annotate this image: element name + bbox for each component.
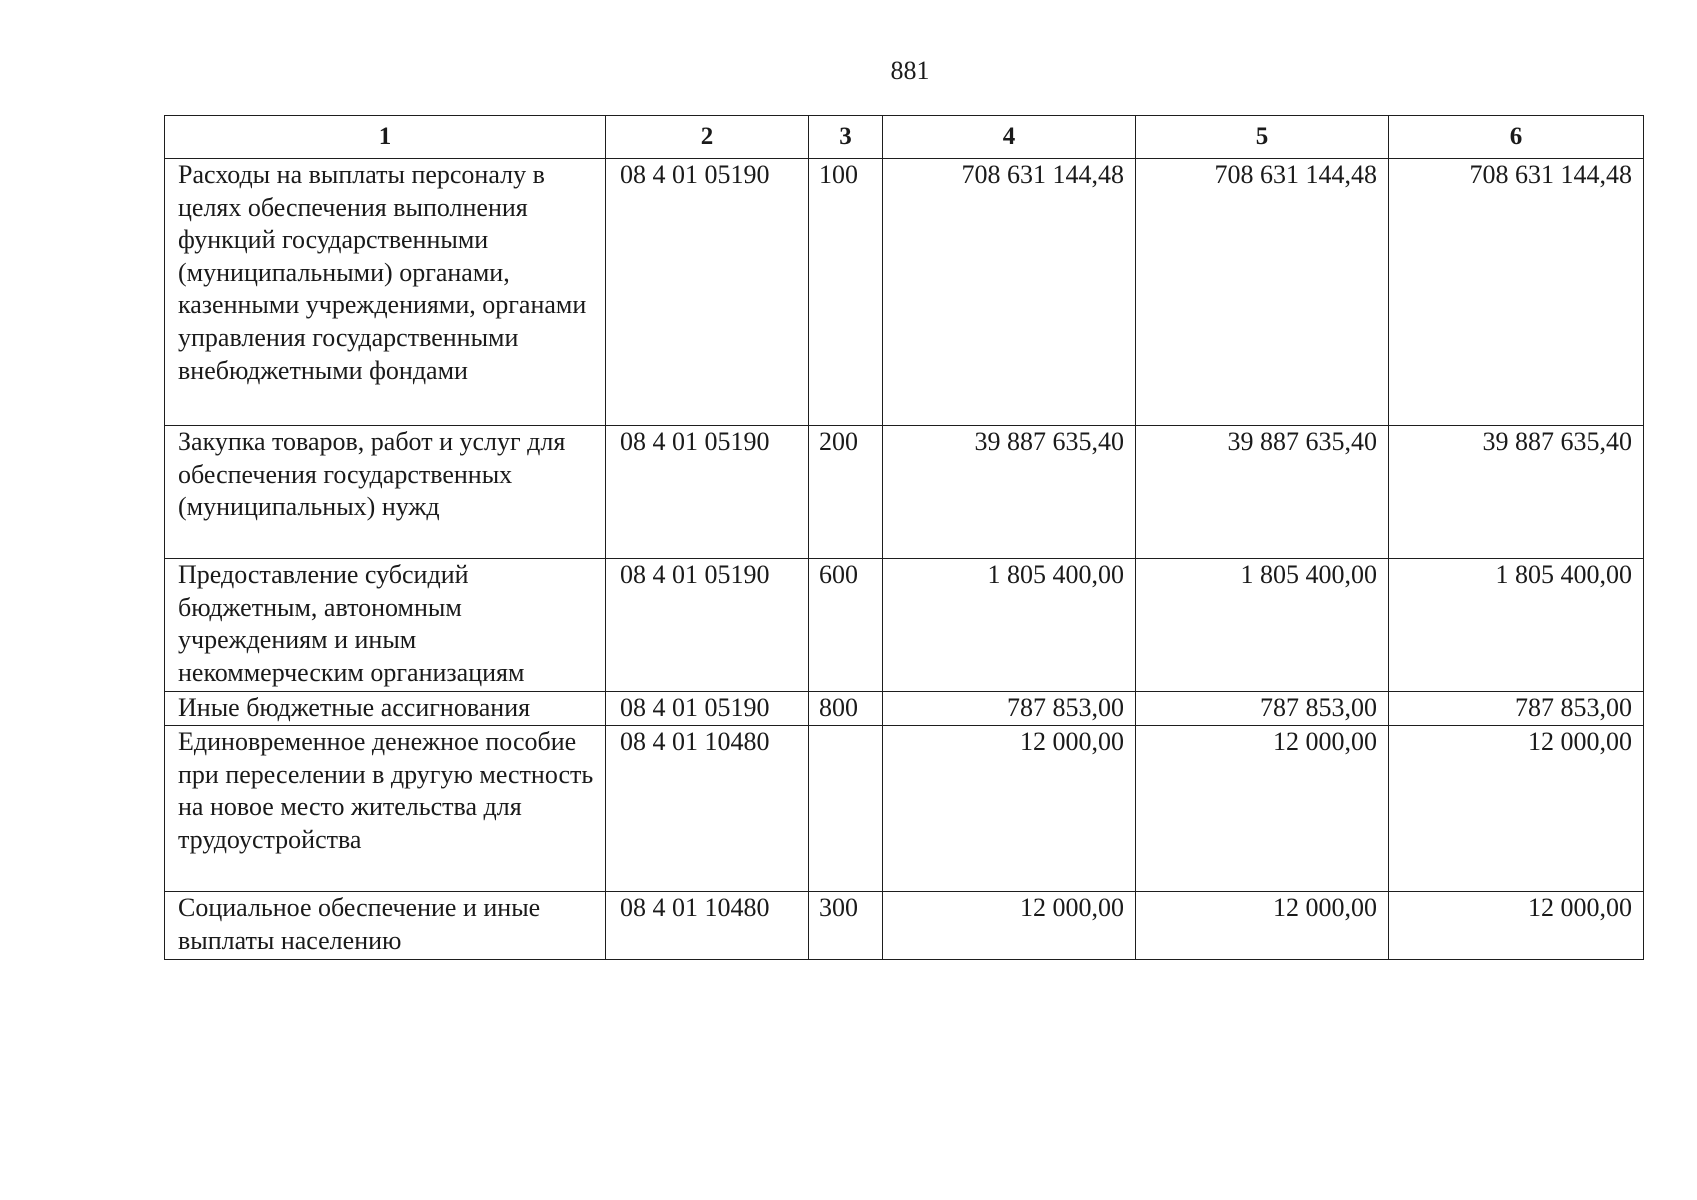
row-kind: 200 xyxy=(809,426,883,559)
column-header-5: 5 xyxy=(1136,116,1389,159)
row-sum-6: 787 853,00 xyxy=(1389,692,1644,726)
column-header-6: 6 xyxy=(1389,116,1644,159)
row-code: 08 4 01 05190 xyxy=(606,559,809,692)
row-code: 08 4 01 05190 xyxy=(606,692,809,726)
row-name: Расходы на выплаты персоналу в целях обеспечения выполнения функций государственными (муниципальными) органами, казенными учреждениями, органами управления государственными внебюджетными фондами xyxy=(165,159,606,426)
row-kind: 800 xyxy=(809,692,883,726)
row-sum-6: 12 000,00 xyxy=(1389,726,1644,892)
table-row xyxy=(165,159,1644,426)
row-name: Единовременное денежное пособие при переселении в другую местность на новое место жительства для трудоустройства xyxy=(165,726,606,892)
column-header-3: 3 xyxy=(809,116,883,159)
row-name: Предоставление субсидий бюджетным, автономным учреждениям и иным некоммерческим организациям xyxy=(165,559,606,692)
row-sum-4: 12 000,00 xyxy=(883,726,1136,892)
row-name: Иные бюджетные ассигнования xyxy=(165,692,606,726)
row-code: 08 4 01 10480 xyxy=(606,726,809,892)
row-sum-4: 39 887 635,40 xyxy=(883,426,1136,559)
row-sum-5: 1 805 400,00 xyxy=(1136,559,1389,692)
row-name: Социальное обеспечение и иные выплаты населению xyxy=(165,892,606,960)
budget-table xyxy=(164,115,1644,960)
row-code: 08 4 01 05190 xyxy=(606,426,809,559)
page-number: 881 xyxy=(890,56,930,85)
row-sum-5: 708 631 144,48 xyxy=(1136,159,1389,426)
column-header-2: 2 xyxy=(606,116,809,159)
row-code: 08 4 01 10480 xyxy=(606,892,809,960)
row-sum-6: 39 887 635,40 xyxy=(1389,426,1644,559)
table-row xyxy=(165,892,1644,960)
row-name: Закупка товаров, работ и услуг для обеспечения государственных (муниципальных) нужд xyxy=(165,426,606,559)
row-sum-6: 708 631 144,48 xyxy=(1389,159,1644,426)
row-sum-4: 787 853,00 xyxy=(883,692,1136,726)
table-row xyxy=(165,426,1644,559)
row-sum-5: 787 853,00 xyxy=(1136,692,1389,726)
row-sum-5: 12 000,00 xyxy=(1136,726,1389,892)
column-header-1: 1 xyxy=(165,116,606,159)
row-sum-6: 1 805 400,00 xyxy=(1389,559,1644,692)
column-header-4: 4 xyxy=(883,116,1136,159)
row-sum-4: 12 000,00 xyxy=(883,892,1136,960)
row-sum-4: 1 805 400,00 xyxy=(883,559,1136,692)
table-row xyxy=(165,692,1644,726)
row-sum-6: 12 000,00 xyxy=(1389,892,1644,960)
row-sum-5: 39 887 635,40 xyxy=(1136,426,1389,559)
row-kind xyxy=(809,726,883,892)
row-sum-5: 12 000,00 xyxy=(1136,892,1389,960)
row-kind: 600 xyxy=(809,559,883,692)
row-sum-4: 708 631 144,48 xyxy=(883,159,1136,426)
row-kind: 300 xyxy=(809,892,883,960)
row-code: 08 4 01 05190 xyxy=(606,159,809,426)
row-kind: 100 xyxy=(809,159,883,426)
table-row xyxy=(165,559,1644,692)
header-row xyxy=(165,116,1644,159)
table-row xyxy=(165,726,1644,892)
